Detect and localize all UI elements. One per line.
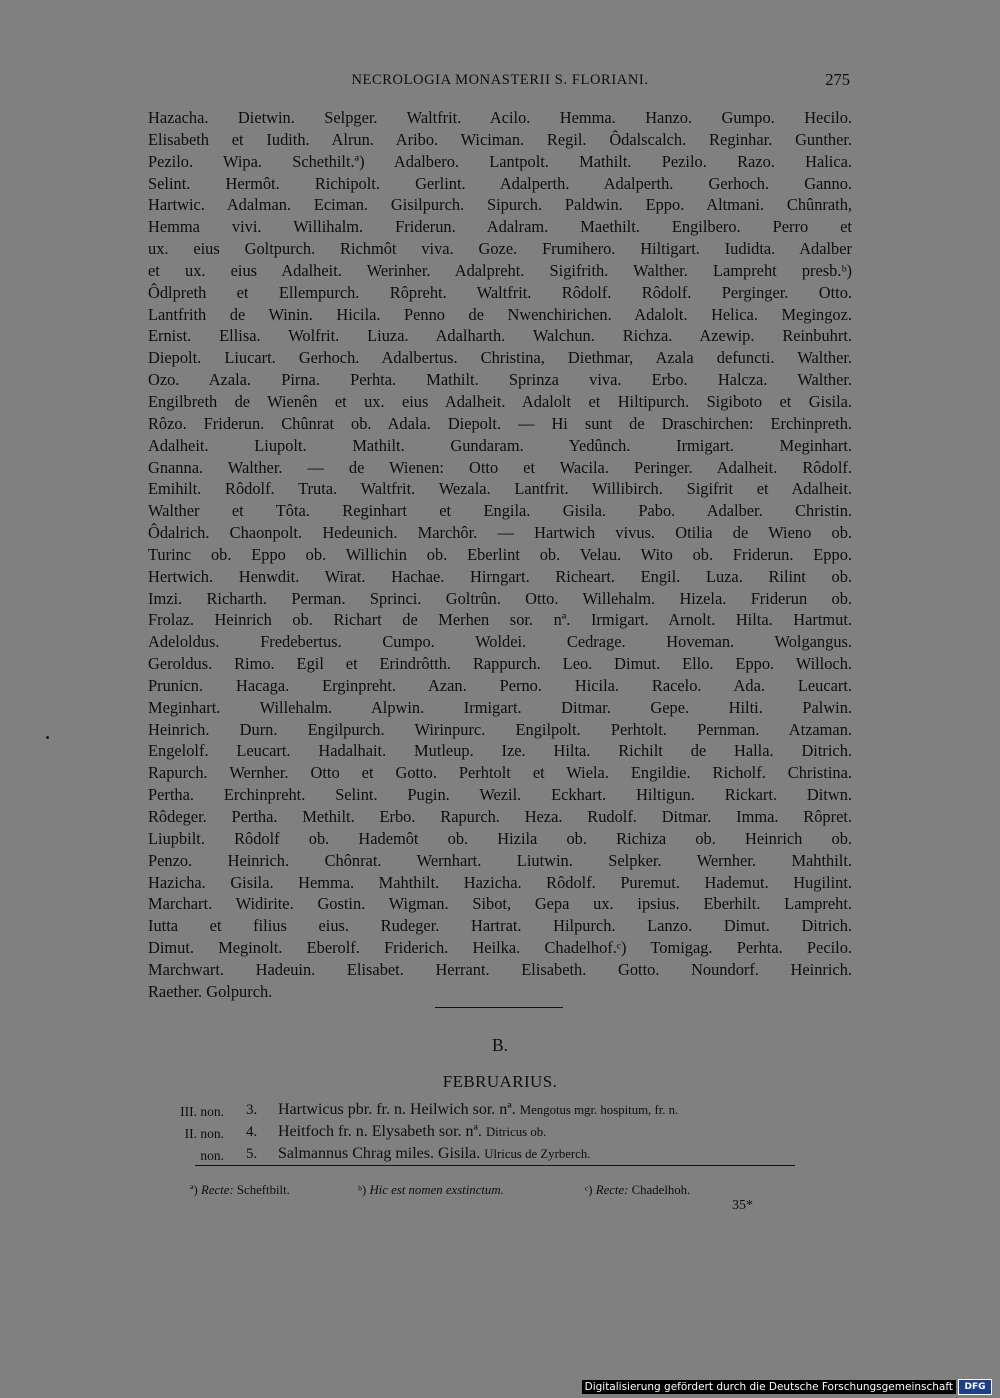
dfg-logo[interactable]: DFG (958, 1379, 992, 1395)
text-line: Geroldus. Rimo. Egil et Erindrôtth. Rappurch. Leo. Dimut. Ello. Eppo. Willoch. (148, 654, 852, 674)
calendar-entry (170, 1101, 830, 1123)
roman-date: III. non. (180, 1104, 224, 1119)
text-line: Pertha. Erchinpreht. Selint. Pugin. Wezil. Eckhart. Hiltigun. Rickart. Ditwn. (148, 785, 852, 805)
entry-text (278, 1101, 678, 1119)
signature-mark: 35* (732, 1198, 753, 1213)
text-line: Pezilo. Wipa. Schethilt.ª) Adalbero. Lantpolt. Mathilt. Pezilo. Razo. Halica. (148, 151, 852, 171)
text-line: Emihilt. Rôdolf. Truta. Waltfrit. Wezala. Lantfrit. Willibirch. Sigifrit et Adalheit. (148, 479, 852, 499)
footer-credit: Digitalisierung gefördert durch die Deutsche Forschungsgemeinschaft (582, 1380, 956, 1394)
roman-date: II. non. (184, 1126, 224, 1141)
entry-later-hand: Ditricus ob. (485, 1125, 547, 1139)
footnote (358, 1183, 504, 1198)
text-line: Gnanna. Walther. — de Wienen: Otto et Wacila. Peringer. Adalheit. Rôdolf. (148, 457, 852, 477)
footnote-label: Recte: (595, 1183, 629, 1197)
day-number: 4. (246, 1124, 258, 1140)
text-line: Rôzo. Friderun. Chûnrat ob. Adala. Diepolt. — Hi sunt de Draschirchen: Erchinpreth. (148, 413, 852, 433)
text-line: Lantfrith de Winin. Hicila. Penno de Nwenchirichen. Adalolt. Helica. Megingoz. (148, 304, 852, 324)
entries-underline (195, 1165, 795, 1166)
day-number: 3. (246, 1102, 258, 1118)
necrology-body (148, 107, 852, 1003)
text-line: Hertwich. Henwdit. Wirat. Hachae. Hirngart. Richeart. Engil. Luza. Rilint ob. (148, 566, 852, 586)
text-line: Engelolf. Leucart. Hadalhait. Mutleup. Ize. Hilta. Richilt de Halla. Ditrich. (148, 741, 852, 761)
digitization-footer (584, 1378, 992, 1396)
text-line: Meginhart. Willehalm. Alpwin. Irmigart. Ditmar. Gepe. Hilti. Palwin. (148, 697, 852, 717)
section-month-heading: FEBRUARIUS. (442, 1072, 558, 1091)
text-line: Ôdalrich. Chaonpolt. Hedeunich. Marchôr. — Hartwich vivus. Otilia de Wieno ob. (148, 523, 852, 543)
text-line: Turinc ob. Eppo ob. Willichin ob. Eberlint ob. Velau. Wito ob. Friderun. Eppo. (148, 544, 852, 564)
section-letter: B. (491, 1035, 509, 1055)
page-number: 275 (825, 70, 850, 89)
text-line: Frolaz. Heinrich ob. Richart de Merhen sor. nª. Irmigart. Arnolt. Hilta. Hartmut. (148, 610, 852, 630)
section-divider (435, 1007, 563, 1008)
text-line: Rôdeger. Pertha. Methilt. Erbo. Rapurch. Heza. Rudolf. Ditmar. Imma. Rôpret. (148, 807, 852, 826)
entry-later-hand: Ulricus de Zyrberch. (484, 1147, 591, 1161)
text-line: Penzo. Heinrich. Chônrat. Wernhart. Liutwin. Selpker. Wernher. Mahthilt. (148, 850, 852, 870)
footnote (585, 1183, 690, 1198)
text-line: Adeloldus. Fredebertus. Cumpo. Woldei. Cedrage. Hoveman. Wolgangus. (148, 632, 852, 652)
text-line: Ozo. Azala. Pirna. Perhta. Mathilt. Sprinza viva. Erbo. Halcza. Walther. (148, 370, 852, 390)
entry-main: Hartwicus pbr. fr. n. Heilwich sor. nª. (278, 1101, 516, 1118)
text-line: ux. eius Goltpurch. Richmôt viva. Goze. Frumihero. Hiltigart. Iudidta. Adalber (148, 239, 852, 259)
text-line: Hartwic. Adalman. Eciman. Gisilpurch. Sipurch. Paldwin. Eppo. Altmani. Chûnrath, (148, 195, 852, 215)
text-line: Selint. Hermôt. Richipolt. Gerlint. Adalperth. Adalperth. Gerhoch. Ganno. (148, 173, 852, 193)
day-number: 5. (246, 1146, 258, 1162)
text-line: Rapurch. Wernher. Otto et Gotto. Perhtolt et Wiela. Engildie. Richolf. Christina. (148, 763, 852, 783)
entry-text (278, 1123, 546, 1141)
footnote-label: Recte: (201, 1183, 234, 1197)
text-line: Raether. Golpurch. (148, 981, 273, 1001)
text-line: Iutta et filius eius. Rudeger. Hartrat. Hilpurch. Lanzo. Dimut. Ditrich. (148, 916, 852, 936)
text-line: Hazicha. Gisila. Hemma. Mahthilt. Hazicha. Rôdolf. Puremut. Hademut. Hugilint. (148, 872, 852, 892)
text-line: Ôdlpreth et Ellempurch. Rôpreht. Waltfrit. Rôdolf. Rôdolf. Perginger. Otto. (148, 282, 852, 302)
footnote-text: Scheftbilt. (236, 1183, 290, 1197)
entry-main: Salmannus Chrag miles. Gisila. (278, 1145, 481, 1162)
footnotes (190, 1183, 790, 1201)
footnote-mark: ᵇ) (358, 1183, 367, 1197)
footnote-label: Hic est nomen exstinctum. (369, 1183, 504, 1197)
text-line: Heinrich. Durn. Engilpurch. Wirinpurc. Engilpolt. Perhtolt. Pernman. Atzaman. (148, 719, 852, 739)
text-line: Ernist. Ellisa. Wolfrit. Liuza. Adalharth. Walchun. Richza. Azewip. Reinbuhrt. (148, 326, 852, 346)
page-header (148, 70, 852, 94)
text-line: Elisabeth et Iudith. Alrun. Aribo. Wiciman. Regil. Ôdalscalch. Reginhar. Gunther. (148, 129, 852, 149)
text-line: Diepolt. Liucart. Gerhoch. Adalbertus. Christina, Diethmar, Azala defuncti. Walther. (148, 348, 852, 368)
text-line: Imzi. Richarth. Perman. Sprinci. Goltrûn. Otto. Willehalm. Hizela. Friderun ob. (148, 588, 852, 608)
footnote (190, 1183, 290, 1198)
entry-later-hand: Mengotus mgr. hospitum, fr. n. (519, 1103, 679, 1117)
text-line: Hazacha. Dietwin. Selpger. Waltfrit. Acilo. Hemma. Hanzo. Gumpo. Hecilo. (148, 108, 852, 127)
entry-main: Heitfoch fr. n. Elysabeth sor. nª. (278, 1123, 482, 1140)
text-line: Engilbreth de Wienên et ux. eius Adalheit. Adalolt et Hiltipurch. Sigiboto et Gisila. (148, 391, 852, 411)
text-line: Adalheit. Liupolt. Mathilt. Gundaram. Yedûnch. Irmigart. Meginhart. (148, 435, 852, 455)
scan-speck (46, 736, 49, 739)
text-line: Marchart. Widirite. Gostin. Wigman. Sibot, Gepa ux. ipsius. Eberhilt. Lampreht. (148, 894, 852, 914)
footnote-mark: ᶜ) (585, 1183, 593, 1197)
text-line: Marchwart. Hadeuin. Elisabet. Herrant. Elisabeth. Gotto. Noundorf. Heinrich. (148, 959, 852, 979)
footnote-text: Chadelhoh. (631, 1183, 691, 1197)
running-title: NECROLOGIA MONASTERII S. FLORIANI. (351, 72, 649, 88)
roman-date: non. (200, 1148, 224, 1163)
text-line: Prunicn. Hacaga. Erginpreht. Azan. Perno. Hicila. Racelo. Ada. Leucart. (148, 675, 852, 695)
text-line: et ux. eius Adalheit. Werinher. Adalpreht. Sigifrith. Walther. Lampreht presb.ᵇ) (148, 260, 852, 280)
calendar-entry (170, 1123, 830, 1145)
text-line: Dimut. Meginolt. Eberolf. Friderich. Heilka. Chadelhof.ᶜ) Tomigag. Perhta. Pecilo. (148, 938, 852, 958)
text-line: Hemma vivi. Willihalm. Friderun. Adalram. Maethilt. Engilbero. Perro et (148, 217, 852, 237)
text-line: Walther et Tôta. Reginhart et Engila. Gisila. Pabo. Adalber. Christin. (148, 501, 852, 521)
footnote-mark: ª) (190, 1183, 198, 1197)
text-line: Liupbilt. Rôdolf ob. Hademôt ob. Hizila ob. Richiza ob. Heinrich ob. (148, 828, 852, 848)
entry-text (278, 1145, 590, 1163)
february-entries (170, 1101, 830, 1167)
calendar-entry (170, 1145, 830, 1167)
